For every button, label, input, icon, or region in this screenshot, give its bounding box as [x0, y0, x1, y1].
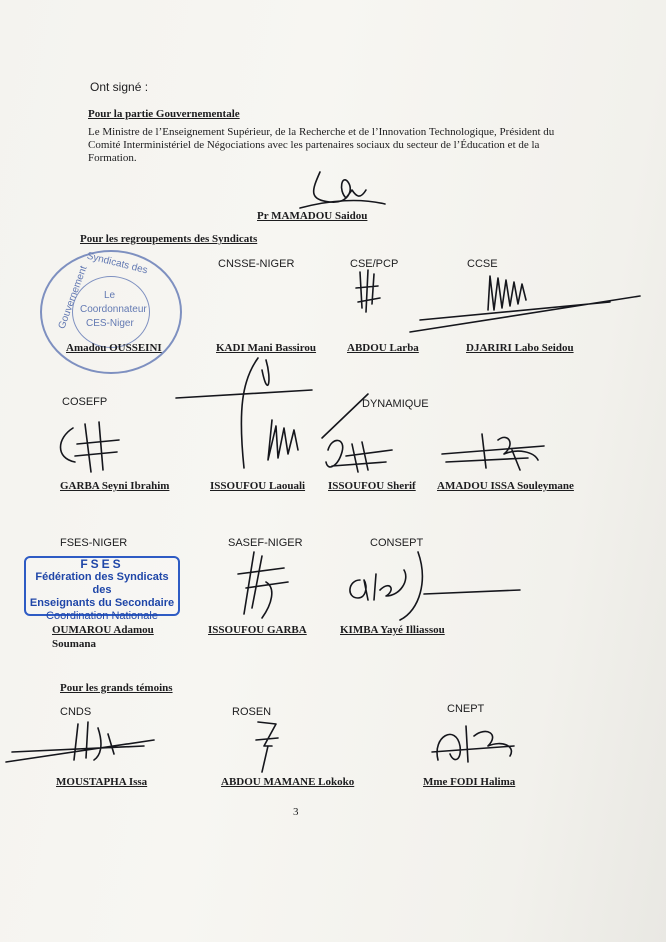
name-kimba: KIMBA Yayé Illiassou: [340, 624, 445, 636]
name-fodi-halima: Mme FODI Halima: [423, 776, 516, 788]
name-garba-seyni: GARBA Seyni Ibrahim: [60, 480, 170, 492]
signature-abdou-larba: [350, 268, 390, 318]
name-oumarou: OUMAROU Adamou: [52, 624, 154, 636]
signature-abdou-mamane: [248, 716, 288, 776]
org-sasef-niger: SASEF-NIGER: [228, 537, 303, 549]
org-cnsse-niger: CNSSE-NIGER: [218, 258, 295, 270]
signature-djariri: [410, 270, 645, 340]
org-consept: CONSEPT: [370, 537, 424, 549]
org-cosefp: COSEFP: [62, 396, 108, 408]
page-number: 3: [293, 806, 299, 818]
signature-garba-seyni: [55, 418, 125, 478]
signature-moustapha: [4, 716, 164, 771]
name-oumarou-line2: Soumana: [52, 638, 97, 650]
name-issoufou-laouali: ISSOUFOU Laouali: [210, 480, 306, 492]
name-amadou-issa: AMADOU ISSA Souleymane: [437, 480, 574, 492]
signature-kimba: [340, 540, 525, 625]
org-rosen: ROSEN: [232, 706, 272, 718]
org-dynamique: DYNAMIQUE: [362, 398, 429, 410]
org-cnept: CNEPT: [447, 703, 485, 715]
org-fses-niger: FSES-NIGER: [60, 537, 128, 549]
signature-issoufou-sherif: [322, 432, 402, 477]
name-moustapha: MOUSTAPHA Issa: [56, 776, 148, 788]
name-issoufou-sherif: ISSOUFOU Sherif: [328, 480, 416, 492]
org-cnds: CNDS: [60, 706, 92, 718]
name-abdou-mamane: ABDOU MAMANE Lokoko: [221, 776, 355, 788]
minister-name: Pr MAMADOU Saidou: [257, 210, 368, 222]
witnesses-heading: Pour les grands témoins: [60, 682, 173, 694]
name-amadou-ousseini: Amadou OUSSEINI: [66, 342, 162, 354]
unions-heading: Pour les regroupements des Syndicats: [80, 233, 258, 245]
org-ccse: CCSE: [467, 258, 498, 270]
name-issoufou-garba: ISSOUFOU GARBA: [208, 624, 307, 636]
name-kadi-mani: KADI Mani Bassirou: [216, 342, 317, 354]
signature-fodi-halima: [426, 716, 521, 771]
fses-stamp: FSES Fédération des Syndicats des Enseignants du Secondaire Coordination Nationale: [24, 556, 180, 616]
name-djariri: DJARIRI Labo Seidou: [466, 342, 574, 354]
gov-heading: Pour la partie Gouvernementale: [88, 108, 240, 120]
gov-paragraph: Le Ministre de l’Enseignement Supérieur, de la Recherche et de l’Innovation Technologique, Président du Comité Interministériel de Négociations avec les partenaires sociaux du secteur de l’Éducation et de la Formation.: [88, 126, 555, 164]
name-abdou-larba: ABDOU Larba: [347, 342, 419, 354]
signature-amadou-issa: [438, 430, 553, 475]
signed-label: Ont signé :: [90, 80, 149, 94]
signature-issoufou-garba: [232, 548, 292, 623]
org-cse-pcp: CSE/PCP: [350, 258, 399, 270]
union-round-stamp: Syndicats des Le Coordonnateur CES-Niger Gouvernement: [40, 250, 182, 374]
